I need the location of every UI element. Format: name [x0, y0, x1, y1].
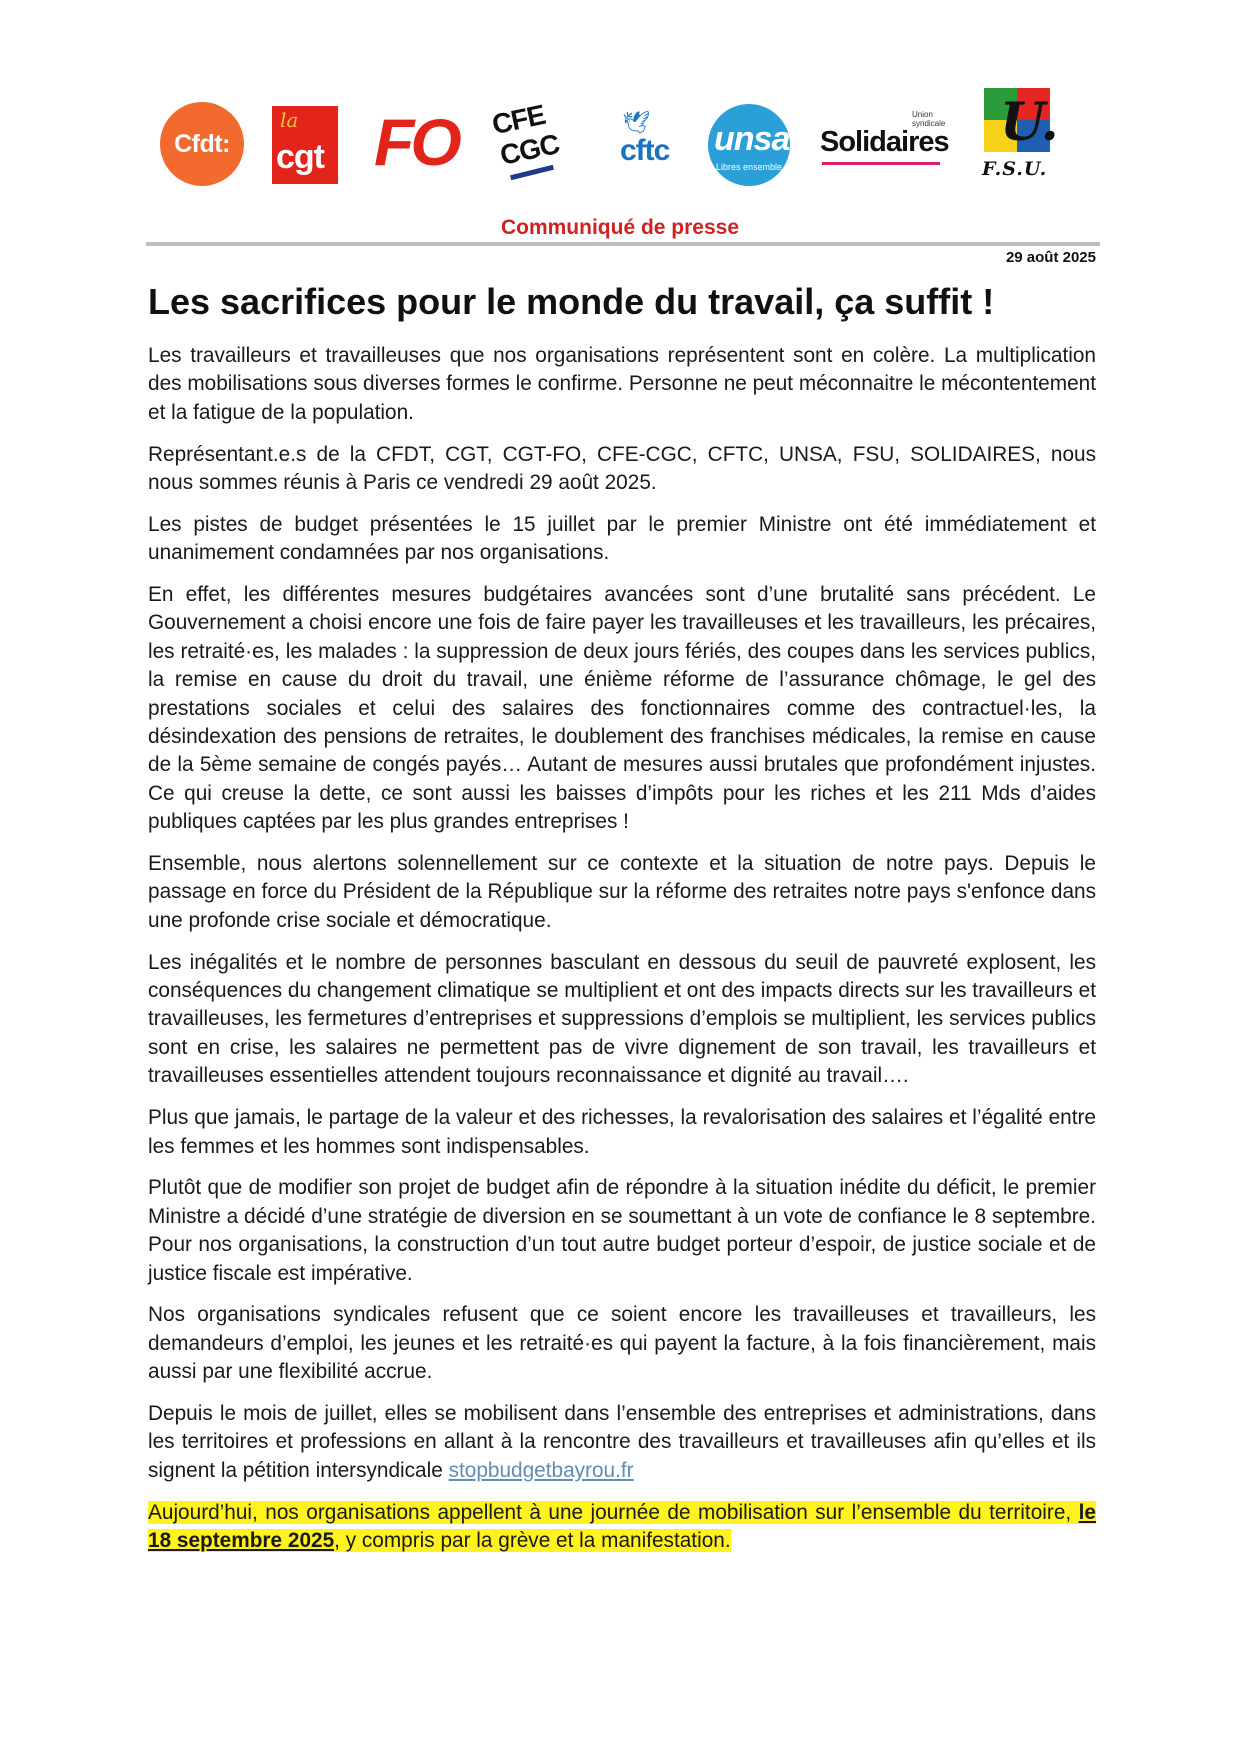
solidaires-logo-union: Union syndicale	[912, 110, 946, 128]
fo-logo-text: FO	[374, 105, 458, 179]
page-title: Les sacrifices pour le monde du travail, ça suffit !	[148, 281, 995, 322]
cgt-logo	[272, 106, 338, 184]
solidaires-logo-underline	[822, 162, 940, 165]
callout-text-before: Aujourd’hui, nos organisations appellent à une journée de mobilisation sur l’ensemble du territoire,	[148, 1500, 1079, 1524]
cfdt-logo-text: Cfdt:	[174, 129, 230, 158]
header-divider	[146, 242, 1100, 246]
paragraph: Plus que jamais, le partage de la valeur et des richesses, la revalorisation des salaires et l’égalité entre les femmes et les hommes sont indispensables.	[148, 1106, 1096, 1158]
fo-logo	[374, 102, 458, 182]
petition-paragraph	[148, 1400, 1096, 1485]
fsu-logo	[980, 88, 1062, 180]
paragraph: Les inégalités et le nombre de personnes basculant en dessous du seuil de pauvreté explosent, les conséquences du changement climatique se multiplient et ont des impacts directs sur les travailleurs et travailleuses, les fermetures d’entreprises et suppressions d’emplois se multiplient, les services publics sont en crise, les salaires ne permettent pas de vivre dignement de son travail, les travailleurs et travailleuses essentielles attendent toujours reconnaissance et dignité au travail….	[148, 950, 1096, 1088]
solidaires-logo	[820, 110, 950, 170]
petition-text: Depuis le mois de juillet, elles se mobilisent dans l’ensemble des entreprises et administrations, dans les territoires et professions en allant à la rencontre des travailleurs et travailleuses afin qu’elles et ils signent la pétition intersyndicale	[148, 1401, 1096, 1482]
cgc-logo-text: CGC	[497, 128, 562, 171]
mobilisation-callout	[148, 1499, 1096, 1556]
solidaires-logo-text: Solidaires	[820, 126, 949, 158]
cfe-cgc-logo	[486, 100, 566, 184]
mobilisation-date: le 18 septembre 2025	[148, 1500, 1096, 1552]
cfdt-logo	[160, 102, 244, 186]
cfe-logo-text: CFE	[489, 98, 548, 141]
communique-label: Communiqué de presse	[500, 216, 740, 239]
petition-link[interactable]: stopbudgetbayrou.fr	[448, 1458, 634, 1482]
fsu-logo-text: F.S.U.	[982, 158, 1048, 180]
unsa-logo-tagline: Libres ensemble	[716, 162, 783, 172]
paragraph: Ensemble, nous alertons solennellement sur ce contexte et la situation de notre pays. Depuis le passage en force du Président de la République sur la réforme des retraites notre pays s'enfonce dans une profonde crise sociale et démocratique.	[148, 852, 1096, 932]
fsu-logo-mark: U.	[1000, 92, 1059, 153]
callout-text-after: , y compris par la grève et la manifestation.	[334, 1528, 731, 1552]
cftc-logo	[620, 110, 692, 170]
cgt-logo-text: cgt	[276, 138, 324, 176]
unsa-logo-text: unsa	[714, 120, 790, 158]
paragraph: Les travailleurs et travailleuses que nos organisations représentent sont en colère. La multiplication des mobilisations sous diverses formes le confirme. Personne ne peut méconnaitre le mécontentement et la fatigue de la population.	[148, 344, 1096, 424]
paragraph: En effet, les différentes mesures budgétaires avancées sont d’une brutalité sans précédent. Le Gouvernement a choisi encore une fois de faire payer les travailleuses et les travailleurs, les précaires, les retraité·es, les malades : la suppression de deux jours fériés, des coupes dans les services publics, la remise en cause du droit du travail, une énième réforme de l’assurance chômage, le gel des prestations sociales et celui des salaires des fonctionnaires comme des contractuel·les, la désindexation des pensions de retraites, le doublement des franchises médicales, la remise en cause de la 5ème semaine de congés payés… Autant de mesures aussi brutales que profondément injustes. Ce qui creuse la dette, ce sont aussi les baisses d’impôts pour les riches et les 211 Mds d’aides publiques captées par les plus grandes entreprises !	[148, 583, 1096, 834]
dove-icon: 🕊	[622, 110, 650, 135]
release-date: 29 août 2025	[1005, 249, 1096, 266]
press-release-body	[148, 342, 1096, 1569]
paragraph: Nos organisations syndicales refusent que ce soient encore les travailleuses et travailleurs, les demandeurs d’emploi, les jeunes et les retraité·es qui payent la facture, à la fois financièrement, mais aussi par une flexibilité accrue.	[148, 1303, 1096, 1384]
paragraph: Les pistes de budget présentées le 15 juillet par le premier Ministre ont été immédiatement et unanimement condamnées par nos organisations.	[148, 512, 1096, 565]
paragraph: Plutôt que de modifier son projet de budget afin de répondre à la situation inédite du déficit, le premier Ministre a décidé d’une stratégie de diversion en se soumettant à un vote de confiance le 8 septembre. Pour nos organisations, la construction d’un tout autre budget porteur d’espoir, de justice sociale et de justice fiscale est impérative.	[148, 1176, 1096, 1285]
union-logos-row	[150, 88, 1070, 188]
fsu-logo-square	[984, 88, 1059, 153]
paragraph: Représentant.e.s de la CFDT, CGT, CGT-FO, CFE-CGC, CFTC, UNSA, FSU, SOLIDAIRES, nous nous sommes réunis à Paris ce vendredi 29 août 2025.	[148, 442, 1096, 495]
unsa-logo	[708, 104, 790, 186]
cftc-logo-text: cftc	[620, 134, 670, 167]
cgt-logo-la: la	[280, 108, 299, 132]
